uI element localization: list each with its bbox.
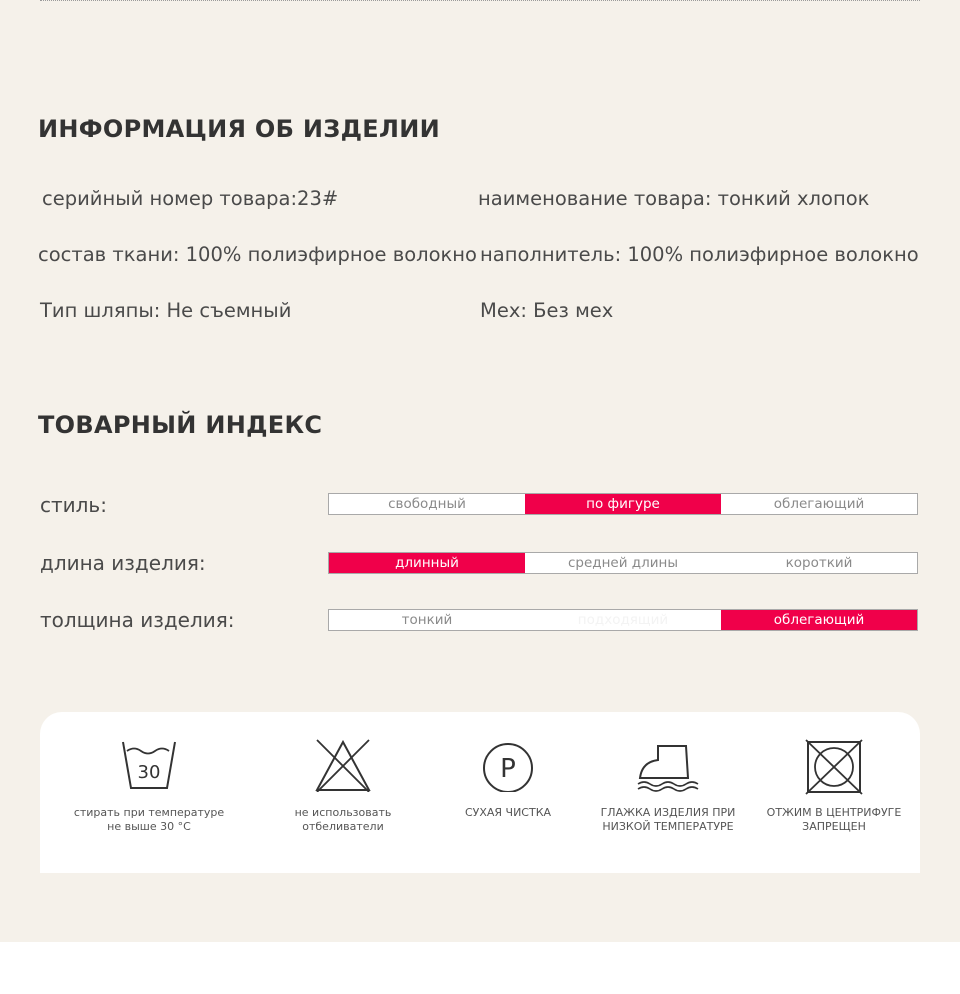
info-hood-type: Тип шляпы: Не съемный (40, 299, 292, 322)
thickness-option-thin: тонкий (401, 612, 453, 628)
care-caption-wash-line2: не выше 30 °C (107, 820, 191, 833)
care-caption-spin-line2: ЗАПРЕЩЕН (802, 820, 866, 833)
wash-temperature-text: 30 (137, 762, 161, 783)
care-caption-wash-line1: стирать при температуре (73, 806, 225, 819)
care-caption-iron-line2: НИЗКОЙ ТЕМПЕРАТУРЕ (602, 820, 734, 833)
info-filler: наполнитель: 100% полиэфирное волокно (480, 243, 919, 266)
info-product-name: наименование товара: тонкий хлопок (478, 187, 870, 210)
wash-30-icon (119, 738, 179, 792)
care-item-dry-clean (423, 738, 593, 820)
care-caption-iron (583, 806, 753, 834)
length-label: длина изделия: (40, 551, 206, 575)
length-option-short: короткий (785, 555, 853, 571)
product-index-title: ТОВАРНЫЙ ИНДЕКС (38, 411, 323, 439)
length-scale (328, 552, 918, 574)
care-caption-dry-clean-line1: СУХАЯ ЧИСТКА (464, 806, 552, 819)
style-option-tight: облегающий (773, 496, 865, 512)
iron-low-icon (636, 738, 700, 792)
care-caption-bleach (258, 806, 428, 834)
top-divider (40, 0, 920, 1)
care-caption-wash (64, 806, 234, 834)
care-item-wash (64, 738, 234, 834)
thickness-option-medium: подходящий (577, 612, 669, 628)
thickness-label: толщина изделия: (40, 608, 235, 632)
product-info-title: ИНФОРМАЦИЯ ОБ ИЗДЕЛИИ (38, 115, 440, 143)
no-tumble-dry-icon (804, 738, 864, 796)
length-option-medium: средней длины (567, 555, 679, 571)
dry-clean-letter: P (500, 754, 516, 784)
care-caption-spin (749, 806, 919, 834)
info-fur: Мех: Без мех (480, 299, 614, 322)
care-caption-bleach-line1: не использовать (294, 806, 392, 819)
length-option-long: длинный (329, 553, 525, 573)
care-caption-spin-line1: ОТЖИМ В ЦЕНТРИФУГЕ (766, 806, 902, 819)
style-option-loose: свободный (388, 496, 466, 512)
style-scale (328, 493, 918, 515)
care-item-spin (749, 738, 919, 834)
care-item-iron (583, 738, 753, 834)
care-caption-bleach-line2: отбеливатели (302, 820, 384, 833)
info-serial-number: серийный номер товара:23# (42, 187, 339, 210)
no-bleach-icon (313, 738, 373, 792)
care-caption-dry-clean (423, 806, 593, 820)
care-instructions-panel (40, 712, 920, 873)
style-label: стиль: (40, 493, 107, 517)
dry-clean-p-icon (478, 738, 538, 792)
info-fabric-composition: состав ткани: 100% полиэфирное волокно (38, 243, 477, 266)
thickness-scale (328, 609, 918, 631)
thickness-option-thick: облегающий (721, 610, 917, 630)
care-item-bleach (258, 738, 428, 834)
care-caption-iron-line1: ГЛАЖКА ИЗДЕЛИЯ ПРИ (600, 806, 736, 819)
style-option-fitted: по фигуре (525, 494, 721, 514)
